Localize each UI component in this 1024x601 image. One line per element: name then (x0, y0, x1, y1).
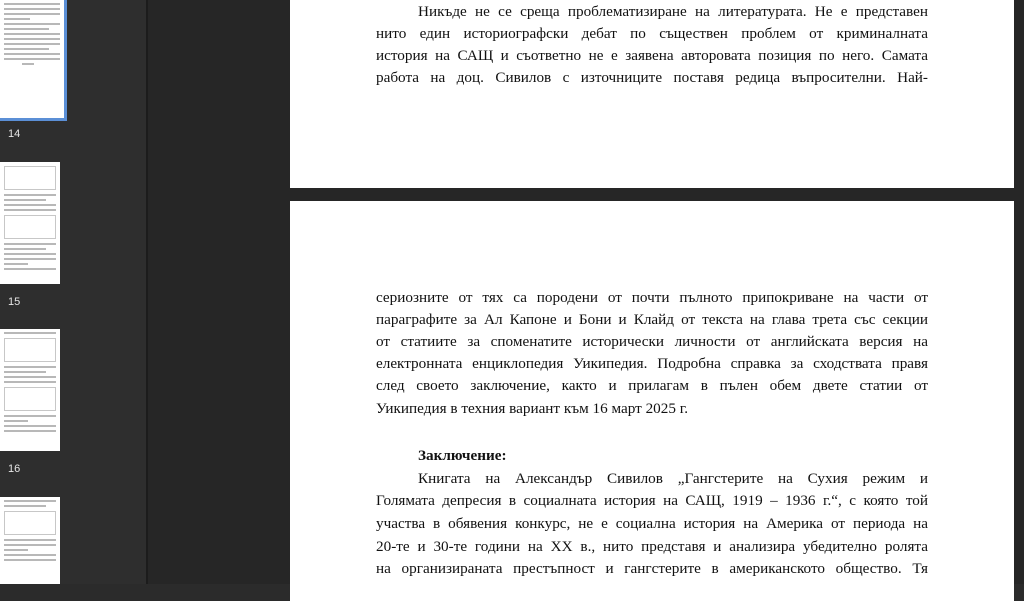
text-line: параграфите за Ал Капоне и Бони и Клайд от текста на глава трета със секции (376, 311, 928, 328)
page-thumbnail-14[interactable] (0, 0, 64, 118)
page-thumbnail-17[interactable] (0, 497, 60, 584)
text-line: електронната енциклопедия Уикипедия. Подробна справка за сходствата правя (376, 355, 928, 372)
page-number-label: 15 (8, 296, 21, 308)
text-line: Никъде не се среща проблематизиране на литературата. Не е представен (418, 3, 928, 20)
page-thumbnail-16[interactable] (0, 329, 60, 451)
text-line: нито един историографски дебат по съществен проблем от криминалната (376, 25, 928, 42)
text-line: сериозните от тях са породени от почти пълното припокриване на части от (376, 289, 928, 306)
text-line: участва в обявения конкурс, не е социална история на Америка от периода на (376, 515, 928, 532)
text-line: на организираната престъпност и гангстерите в американското общество. Тя (376, 560, 928, 577)
text-line: Голямата депресия в социалната история на САЩ, 1919 – 1936 г.“, с която той (376, 492, 928, 509)
document-page (290, 201, 1014, 601)
text-line: 20-те и 30-те години на XX в., нито представя и анализира убедително ролята (376, 538, 928, 555)
text-line: Уикипедия в техния вариант към 16 март 2025 г. (376, 400, 689, 417)
page-number-label: 16 (8, 463, 21, 475)
text-line: Книгата на Александър Сивилов „Гангстерите на Сухия режим и (418, 470, 928, 487)
text-line: работа на доц. Сивилов с източниците поставя редица въпросителни. Най- (376, 69, 928, 86)
document-page (290, 0, 1014, 188)
text-line: от статиите за споменатите исторически личности от английската версия на (376, 333, 928, 350)
text-line: история на САЩ и съответно не е заявена авторовата позиция по него. Самата (376, 47, 928, 64)
thumbnail-sidebar (0, 0, 146, 584)
page-thumbnail-15[interactable] (0, 162, 60, 284)
section-heading: Заключение: (418, 447, 507, 464)
text-line: след своето заключение, както и прилагам в пълен обем двете статии от (376, 377, 928, 394)
page-number-label: 14 (8, 128, 21, 140)
